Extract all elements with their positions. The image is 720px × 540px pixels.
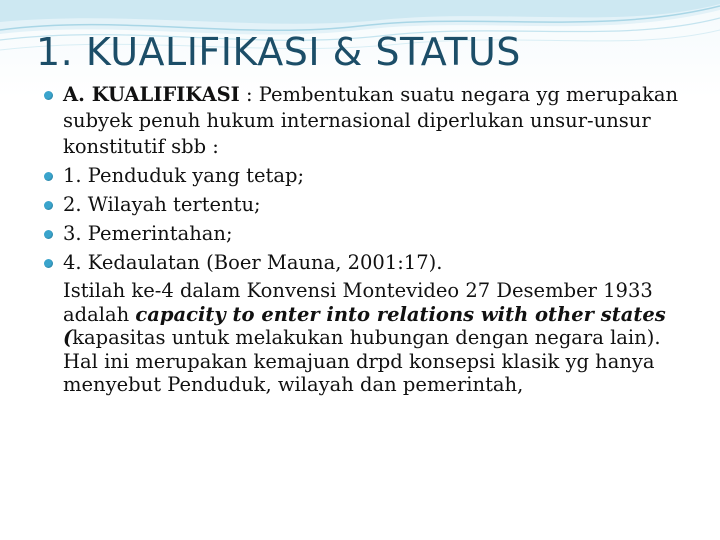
bullet-icon <box>44 91 53 100</box>
bullet-text: 4. Kedaulatan (Boer Mauna, 2001:17). <box>63 251 443 274</box>
paragraph-lead: Istilah ke-4 dalam Konvensi Montevideo 27 Desember 1933 adalah <box>63 279 653 326</box>
explanation-paragraph <box>63 279 690 397</box>
bullet-item <box>40 192 690 218</box>
bullet-icon <box>44 172 53 181</box>
bullet-icon <box>44 230 53 239</box>
paragraph-rest: kapasitas untuk melakukan hubungan dengan negara lain). Hal ini merupakan kemajuan drpd konsepsi klasik yg hanya menyebut Penduduk, wilayah dan pemerintah, <box>63 326 661 396</box>
slide-title: 1. KUALIFIKASI & STATUS <box>36 30 521 74</box>
bullet-text: : Pembentukan suatu negara yg merupakan subyek penuh hukum internasional diperlukan unsur-unsur konstitutif sbb : <box>63 83 679 158</box>
bullet-icon <box>44 201 53 210</box>
bullet-list <box>40 82 690 276</box>
bullet-text: 1. Penduduk yang tetap; <box>63 164 305 187</box>
bullet-item <box>40 250 690 276</box>
bullet-item <box>40 163 690 189</box>
slide-body <box>40 82 690 397</box>
bullet-text: 2. Wilayah tertentu; <box>63 193 261 216</box>
bullet-text: 3. Pemerintahan; <box>63 222 233 245</box>
bullet-icon <box>44 259 53 268</box>
bullet-item <box>40 82 690 160</box>
bullet-heading: A. KUALIFIKASI <box>63 83 240 106</box>
bullet-item <box>40 221 690 247</box>
paragraph-emphasis: capacity to enter into relations with other states ( <box>63 302 666 349</box>
